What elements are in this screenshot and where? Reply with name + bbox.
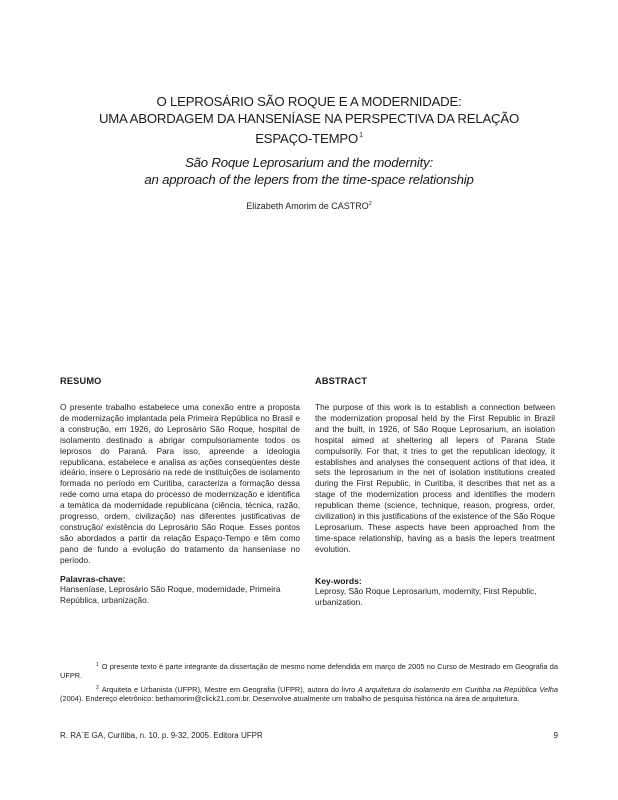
abstract-section xyxy=(315,376,555,555)
journal-citation: R. RA´E GA, Curitiba, n. 10, p. 9-32, 2005. Editora UFPR xyxy=(60,731,263,740)
footnote-1 xyxy=(60,661,558,681)
resumo-section xyxy=(60,376,300,566)
title-pt-line-1: O LEPROSÁRIO SÃO ROQUE E A MODERNIDADE: xyxy=(156,94,462,109)
title-pt-line-3 xyxy=(60,127,558,147)
footnote-1-text: O presente texto é parte integrante da dissertação de mesmo nome defendida em março de 2005 no Curso de Mestrado em Geografia da UFPR. xyxy=(60,662,558,681)
key-words-heading: Key-words: xyxy=(315,576,362,586)
page-number: 9 xyxy=(553,731,558,740)
resumo-heading: RESUMO xyxy=(60,376,102,386)
abstract-heading: ABSTRACT xyxy=(315,376,368,386)
footnote-2-book-title: A arquitetura do isolamento em Curitiba na República Velha xyxy=(357,684,559,694)
abstract-text: The purpose of this work is to establish a connection between the modernization proposal held by the First Republic in Brazil and the built, in 1926, of São Roque Leprosarium, an isolation hospital aimed at sheltering all lepers of Parana State compulsorily. For that, it tries to get the republican ideology, it establishes and analyses the consequent actions of that idea, it sets the leprosarium in the net of isolation institutions created during the First Republic, in Curitiba, it describes that net as a stage of the modernization process and identifies the modern republican theme (science, technique, reason, progress, order, civilization) in this justifications of the existence of the São Roque Leprosarium. These aspects have been approached from the time-space relationship, having as a basis the lepers treatment evolution. xyxy=(315,402,555,554)
palavras-chave-heading: Palavras-chave: xyxy=(60,574,126,584)
title-portuguese xyxy=(60,93,558,147)
palavras-chave-section xyxy=(60,574,300,606)
resumo-text: O presente trabalho estabelece uma conexão entre a proposta de modernização implantada pela Primeira República no Brasil e a construção, em 1926, do Leprosário São Roque, hospital de isolamento destinado a abrigar compulsoriamente todos os leprosos do Paraná. Para isso, apreende a ideologia republicana, estabelece e analisa as ações conseqüentes deste ideário, insere o Leprosário na rede de instituições de isolamento formada no período em Curitiba, caracteriza a formação dessa rede como uma etapa do processo de modernização e identifica a temática da modernidade republicana (ciência, técnica, razão, progresso, ordem, civilização) nas diferentes justificativas de construção/ existência do Leprosário São Roque. Esses pontos são abordados a partir da relação Espaço-Tempo e têm como pano de fundo a evolução do tratamento da hanseníase no período. xyxy=(60,402,300,565)
footnote-2-number: 2 xyxy=(96,684,99,691)
footnote-2-pre: Arquiteta e Urbanista (UFPR), Mestre em Geografia (UFPR), autora do livro xyxy=(101,684,358,694)
title-en-line-1: São Roque Leprosarium and the modernity: xyxy=(185,155,433,170)
title-en-line-2: an approach of the lepers from the time-space relationship xyxy=(144,172,474,187)
footnote-ref-2: 2 xyxy=(368,201,372,207)
footnote-ref-1: 1 xyxy=(359,132,363,139)
title-pt-line-3-text: ESPAÇO-TEMPO xyxy=(255,131,359,146)
title-english xyxy=(60,154,558,188)
page-footer xyxy=(60,731,558,740)
footnote-1-number: 1 xyxy=(96,662,99,668)
title-pt-line-2: UMA ABORDAGEM DA HANSENÍASE NA PERSPECTIVA DA RELAÇÃO xyxy=(98,111,520,126)
footnote-2-post: (2004). Endereço eletrônico: bethamorim@click21.com.br. Desenvolve atualmente um trabalho de pesquisa histórica na área de arquitetura. xyxy=(60,694,520,704)
key-words-text: Leprosy, São Roque Leprosarium, modernity, First Republic, urbanization. xyxy=(315,586,537,607)
author-line xyxy=(0,201,618,211)
footnotes xyxy=(60,661,558,707)
title-block xyxy=(60,93,558,188)
key-words-section xyxy=(315,576,555,608)
author-name: Elizabeth Amorim de CASTRO xyxy=(246,201,369,211)
palavras-chave-text: Hanseníase, Leprosário São Roque, modernidade, Primeira República, urbanização. xyxy=(60,584,281,605)
footnote-2 xyxy=(60,684,558,704)
